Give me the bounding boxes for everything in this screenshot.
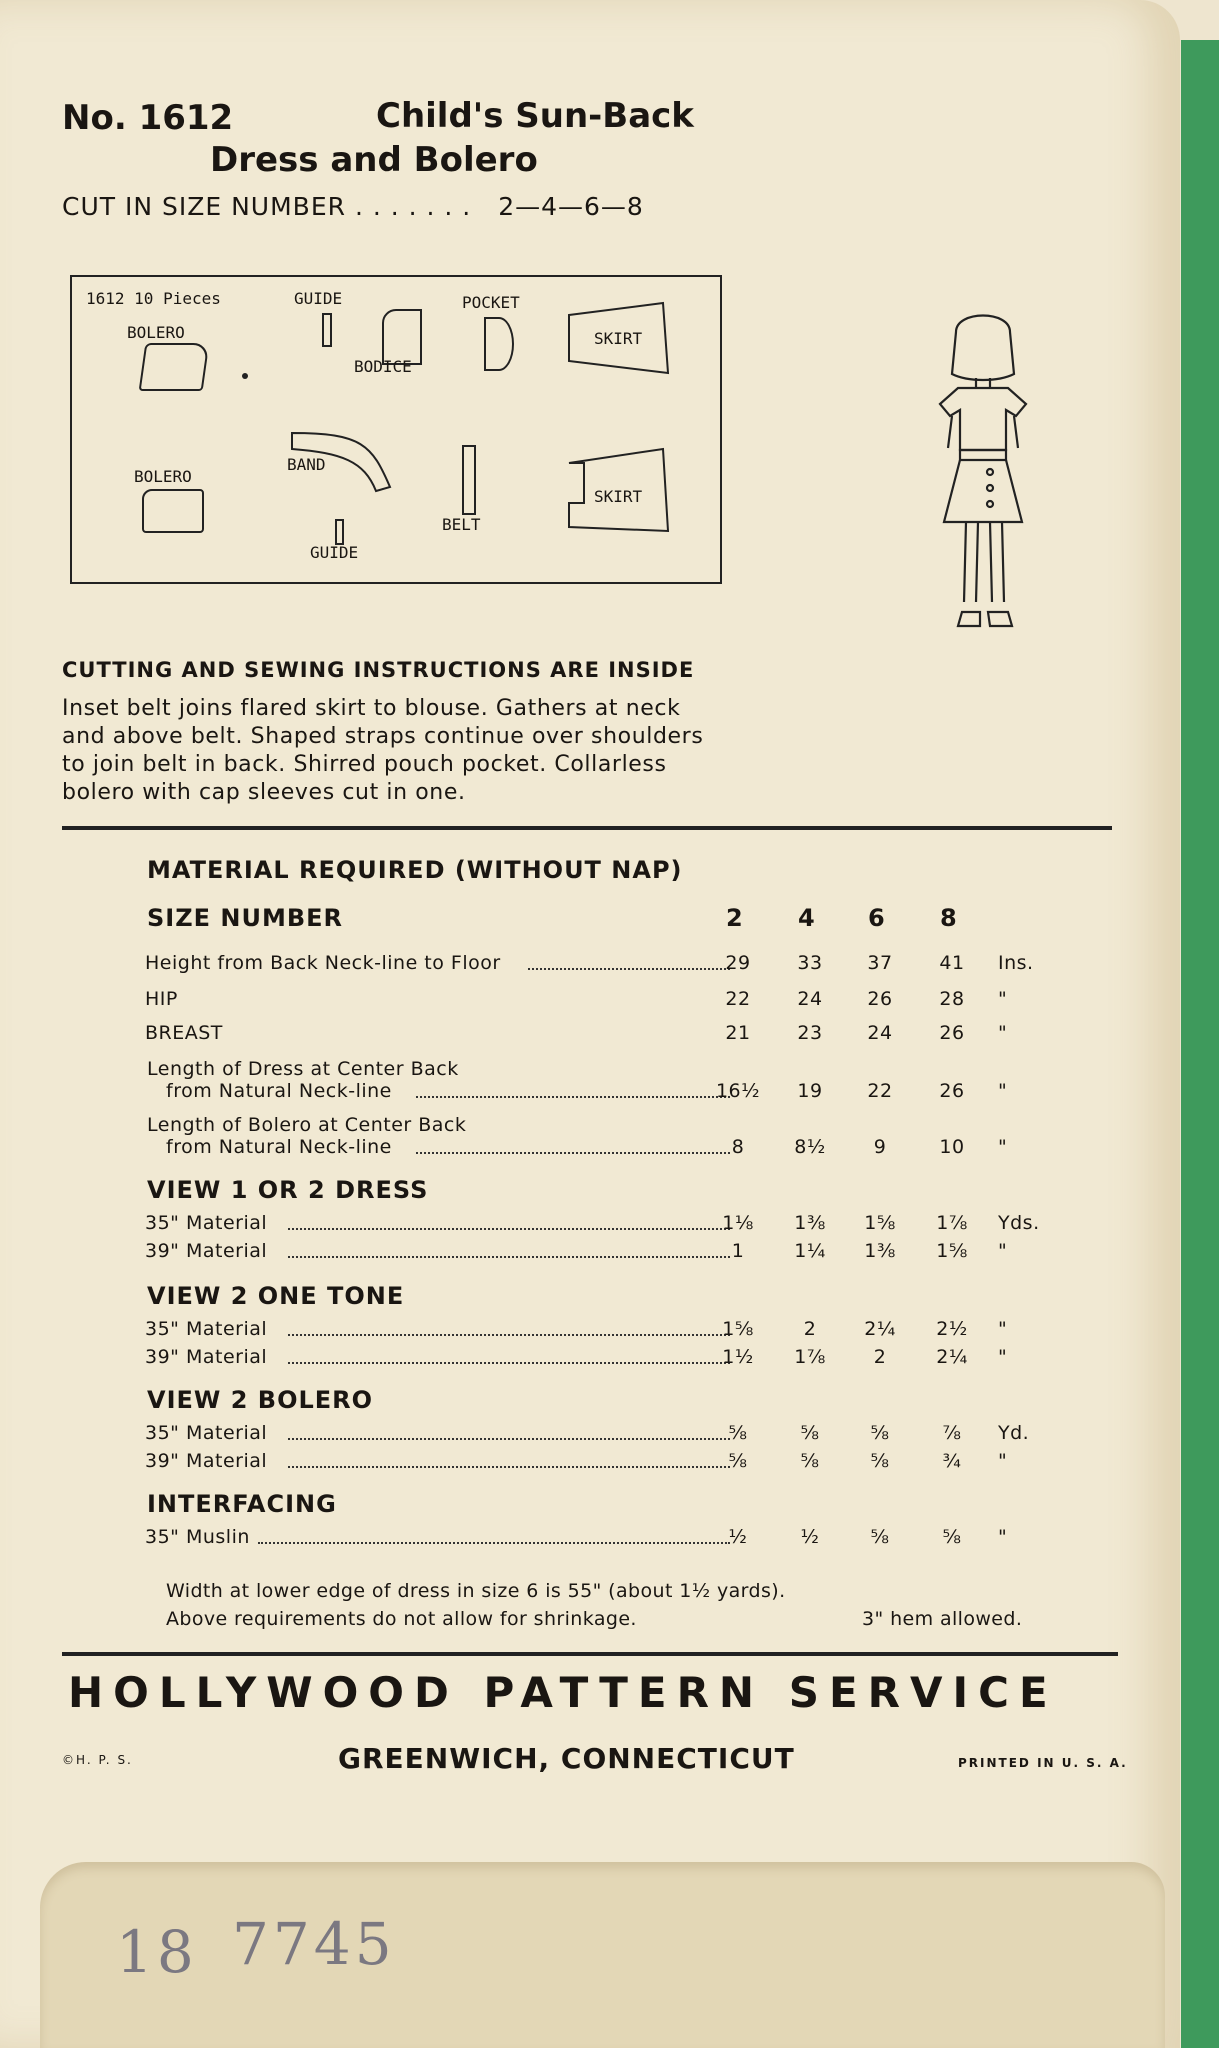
label-band: BAND bbox=[287, 455, 326, 474]
skirt-pieces-svg bbox=[72, 277, 720, 582]
unit: " bbox=[998, 1240, 1008, 1262]
cut-size-values: 2—4—6—8 bbox=[498, 192, 644, 221]
value-size-2: 29 bbox=[725, 952, 751, 974]
leader-dots bbox=[416, 1152, 730, 1154]
leader-dots bbox=[416, 1096, 730, 1098]
value-size-8: 1⅝ bbox=[936, 1240, 968, 1262]
label-bolero-top: BOLERO bbox=[127, 323, 185, 342]
value-size-4: 2 bbox=[803, 1318, 817, 1340]
child-back-view-illustration bbox=[918, 312, 1048, 662]
value-size-4: 19 bbox=[797, 1080, 823, 1102]
unit: " bbox=[998, 1080, 1008, 1102]
divider-bottom bbox=[62, 1652, 1118, 1656]
size-number-label: SIZE NUMBER bbox=[147, 904, 343, 932]
value-size-6: ⅝ bbox=[870, 1450, 890, 1472]
leader-dots bbox=[288, 1466, 730, 1468]
value-size-4: ½ bbox=[800, 1526, 820, 1548]
value-size-2: 8 bbox=[731, 1136, 745, 1158]
diagram-heading: 1612 10 Pieces bbox=[86, 289, 221, 308]
value-size-8: 2¼ bbox=[936, 1346, 968, 1368]
value-size-6: 2¼ bbox=[864, 1318, 896, 1340]
leader-dots bbox=[288, 1334, 730, 1336]
row-label: HIP bbox=[145, 988, 178, 1010]
label-guide-top: GUIDE bbox=[294, 289, 343, 308]
value-size-2: ⅝ bbox=[728, 1450, 748, 1472]
row-label: 35" Material bbox=[145, 1318, 268, 1340]
length-label-line2: from Natural Neck-line bbox=[166, 1136, 392, 1158]
value-size-8: 1⅞ bbox=[936, 1212, 968, 1234]
description-line-4: bolero with cap sleeves cut in one. bbox=[62, 780, 466, 805]
section-title: VIEW 2 BOLERO bbox=[147, 1386, 374, 1414]
row-label: 39" Material bbox=[145, 1450, 268, 1472]
value-size-4: 1⅜ bbox=[794, 1212, 826, 1234]
brand-name: HOLLYWOOD PATTERN SERVICE bbox=[68, 1668, 1058, 1717]
unit: Ins. bbox=[998, 952, 1034, 974]
printed-in: PRINTED IN U. S. A. bbox=[958, 1756, 1128, 1770]
note-width: Width at lower edge of dress in size 6 is 55" (about 1½ yards). bbox=[166, 1580, 786, 1602]
value-size-2: 1½ bbox=[722, 1346, 754, 1368]
leader-dots bbox=[288, 1228, 730, 1230]
section-title: VIEW 2 ONE TONE bbox=[147, 1282, 405, 1310]
row-label: 39" Material bbox=[145, 1346, 268, 1368]
value-size-8: ⅞ bbox=[942, 1422, 962, 1444]
section-title: INTERFACING bbox=[147, 1490, 337, 1518]
value-size-6: 1⅜ bbox=[864, 1240, 896, 1262]
copyright: ©H. P. S. bbox=[62, 1753, 133, 1767]
unit: " bbox=[998, 1022, 1008, 1044]
length-label-line2: from Natural Neck-line bbox=[166, 1080, 392, 1102]
green-edge bbox=[1181, 40, 1219, 2048]
value-size-6: 26 bbox=[867, 988, 893, 1010]
instructions-heading: CUTTING AND SEWING INSTRUCTIONS ARE INSIDE bbox=[62, 658, 695, 682]
value-size-6: 22 bbox=[867, 1080, 893, 1102]
description-line-2: and above belt. Shaped straps continue over shoulders bbox=[62, 724, 704, 749]
value-size-8: 26 bbox=[939, 1080, 965, 1102]
leader-dots bbox=[288, 1438, 730, 1440]
length-label-line1: Length of Dress at Center Back bbox=[147, 1058, 459, 1080]
piece-guide-bottom bbox=[335, 519, 344, 545]
row-label: BREAST bbox=[145, 1022, 223, 1044]
value-size-6: 24 bbox=[867, 1022, 893, 1044]
cut-size-label: CUT IN SIZE NUMBER . . . . . . . bbox=[62, 192, 472, 221]
value-size-8: ⅝ bbox=[942, 1526, 962, 1548]
value-size-8: ¾ bbox=[942, 1450, 962, 1472]
value-size-4: ⅝ bbox=[800, 1450, 820, 1472]
value-size-6: 2 bbox=[873, 1346, 887, 1368]
label-guide-bottom: GUIDE bbox=[310, 543, 359, 562]
pattern-title-line2: Dress and Bolero bbox=[210, 140, 538, 180]
value-size-2: ½ bbox=[728, 1526, 748, 1548]
size-header-6: 6 bbox=[868, 904, 885, 932]
value-size-4: 1⅞ bbox=[794, 1346, 826, 1368]
leader-dots bbox=[288, 1256, 730, 1258]
row-label: 35" Muslin bbox=[145, 1526, 250, 1548]
material-heading: MATERIAL REQUIRED (WITHOUT NAP) bbox=[147, 856, 683, 884]
stamp-number-1: 18 bbox=[116, 1918, 198, 1986]
label-bodice: BODICE bbox=[354, 357, 412, 376]
value-size-8: 2½ bbox=[936, 1318, 968, 1340]
length-label-line1: Length of Bolero at Center Back bbox=[147, 1114, 467, 1136]
value-size-2: 16½ bbox=[715, 1080, 761, 1102]
note-hem: 3" hem allowed. bbox=[862, 1608, 1023, 1630]
unit: Yd. bbox=[998, 1422, 1030, 1444]
value-size-6: 37 bbox=[867, 952, 893, 974]
row-label: Height from Back Neck-line to Floor bbox=[145, 952, 501, 974]
value-size-2: ⅝ bbox=[728, 1422, 748, 1444]
value-size-6: 1⅝ bbox=[864, 1212, 896, 1234]
envelope-flap bbox=[40, 1862, 1165, 2048]
size-header-2: 2 bbox=[726, 904, 743, 932]
value-size-2: 1⅝ bbox=[722, 1318, 754, 1340]
leader-dots bbox=[288, 1362, 730, 1364]
label-belt: BELT bbox=[442, 515, 481, 534]
label-skirt-top: SKIRT bbox=[594, 329, 643, 348]
pattern-number: No. 1612 bbox=[62, 98, 234, 138]
leader-dots bbox=[528, 968, 730, 970]
pattern-pieces-diagram bbox=[70, 275, 722, 584]
unit: " bbox=[998, 1346, 1008, 1368]
value-size-2: 1 bbox=[731, 1240, 745, 1262]
pattern-title-line1: Child's Sun-Back bbox=[376, 96, 694, 136]
unit: " bbox=[998, 1136, 1008, 1158]
stamp-number-2: 7745 bbox=[232, 1910, 396, 1978]
value-size-6: ⅝ bbox=[870, 1526, 890, 1548]
cut-size-line bbox=[62, 192, 644, 221]
unit: " bbox=[998, 1318, 1008, 1340]
value-size-6: ⅝ bbox=[870, 1422, 890, 1444]
value-size-4: 24 bbox=[797, 988, 823, 1010]
value-size-2: 22 bbox=[725, 988, 751, 1010]
value-size-8: 26 bbox=[939, 1022, 965, 1044]
city: GREENWICH, CONNECTICUT bbox=[338, 1742, 795, 1775]
value-size-4: ⅝ bbox=[800, 1422, 820, 1444]
unit: " bbox=[998, 988, 1008, 1010]
unit: Yds. bbox=[998, 1212, 1040, 1234]
value-size-4: 8½ bbox=[794, 1136, 826, 1158]
value-size-2: 21 bbox=[725, 1022, 751, 1044]
value-size-6: 9 bbox=[873, 1136, 887, 1158]
unit: " bbox=[998, 1526, 1008, 1548]
piece-bolero-bottom bbox=[142, 489, 204, 533]
row-label: 35" Material bbox=[145, 1212, 268, 1234]
value-size-2: 1⅛ bbox=[722, 1212, 754, 1234]
label-pocket: POCKET bbox=[462, 293, 520, 312]
unit: " bbox=[998, 1450, 1008, 1472]
description-line-3: to join belt in back. Shirred pouch pocket. Collarless bbox=[62, 752, 667, 777]
value-size-4: 33 bbox=[797, 952, 823, 974]
value-size-8: 41 bbox=[939, 952, 965, 974]
row-label: 39" Material bbox=[145, 1240, 268, 1262]
label-bolero-bottom: BOLERO bbox=[134, 467, 192, 486]
label-skirt-bottom: SKIRT bbox=[594, 487, 643, 506]
note-shrinkage: Above requirements do not allow for shrinkage. bbox=[166, 1608, 637, 1630]
piece-belt bbox=[462, 445, 476, 515]
row-label: 35" Material bbox=[145, 1422, 268, 1444]
leader-dots bbox=[258, 1542, 730, 1544]
divider-top bbox=[62, 826, 1112, 830]
value-size-8: 10 bbox=[939, 1136, 965, 1158]
value-size-4: 1¼ bbox=[794, 1240, 826, 1262]
size-header-4: 4 bbox=[798, 904, 815, 932]
section-title: VIEW 1 OR 2 DRESS bbox=[147, 1176, 429, 1204]
value-size-4: 23 bbox=[797, 1022, 823, 1044]
description-line-1: Inset belt joins flared skirt to blouse. Gathers at neck bbox=[62, 696, 681, 721]
size-header-8: 8 bbox=[940, 904, 957, 932]
value-size-8: 28 bbox=[939, 988, 965, 1010]
